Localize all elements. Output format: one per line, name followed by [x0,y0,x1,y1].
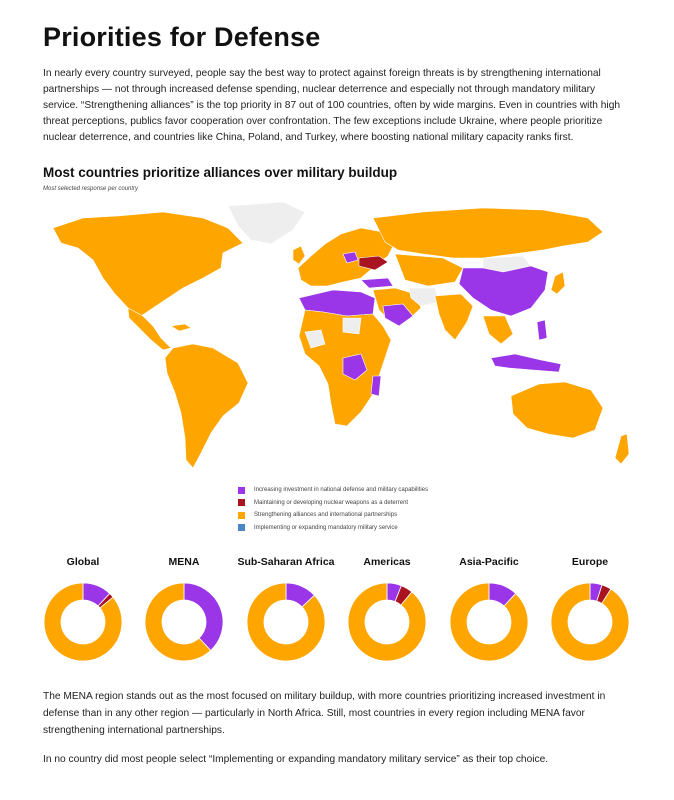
legend-item [238,484,428,497]
legend-label: Maintaining or developing nuclear weapons as a deterrent [254,499,409,506]
russia-shape [373,208,603,258]
japan-shape [551,272,565,294]
southeast-asia-shape [483,316,513,344]
greenland-shape [228,202,305,244]
donut-chart [246,582,326,662]
australia-shape [511,382,603,438]
outro [43,688,633,780]
map-subtitle: Most selected response per country [43,186,139,192]
legend-label: Increasing investment in national defense and military capabilities [254,487,429,494]
india-shape [435,294,473,340]
indonesia-shape [491,354,561,372]
uk-shape [293,246,305,264]
central-asia-shape [395,254,463,286]
legend-label: Implementing or expanding mandatory military service [254,524,398,531]
legend-item [238,509,428,522]
page-title: Priorities for Defense [43,22,321,52]
caribbean-shape [171,324,191,331]
intro-paragraph: In nearly every country surveyed, people say the best way to protect against foreign threats is by strengthening international partnerships — not through increased defense spending, nuclear deterrence and especially not through mandatory military service. “Strengthening alliances” is the top priority in 87 out of 100 countries, often by wide margins. Even in countries with high threat perceptions, publics favor cooperation over confrontation. The few exceptions include Ukraine, where people prioritize nuclear deterrence, and countries like China, Poland, and Turkey, where boosting national military capacity ranks first. [43,68,621,143]
slice-alliances [450,583,528,661]
donut-chart [43,582,123,662]
slice-alliances [551,583,629,661]
turkey-shape [361,278,393,288]
donut-europe [540,556,640,662]
donut-title: Global [66,556,100,568]
legend-item [238,497,428,510]
slice-investment [184,583,223,650]
donut-title: Sub-Saharan Africa [237,556,335,568]
donut-title: Americas [363,556,411,568]
legend-swatch [238,512,245,519]
map-legend [238,484,428,534]
donut-chart [449,582,529,662]
legend-swatch [238,499,245,506]
outro-paragraph: In no country did most people select “Implementing or expanding mandatory military service” as their top choice. [43,754,549,765]
new-zealand-shape [615,434,629,464]
central-america-shape [128,308,171,350]
donut-title: Europe [571,556,609,568]
donut-title: Asia-Pacific [459,556,519,568]
slice-alliances [348,583,426,661]
south-america-shape [165,344,248,468]
donut-chart [550,582,630,662]
east-africa-shape [371,376,381,396]
legend-swatch [238,487,245,494]
legend-swatch [238,524,245,531]
north-america-shape [53,212,243,316]
world-map [43,198,643,476]
donut-title: MENA [168,556,200,568]
donut-chart [144,582,224,662]
legend-label: Strengthening alliances and international partnerships [254,512,398,519]
legend-item [238,522,428,535]
donut-chart [347,582,427,662]
outro-paragraph: The MENA region stands out as the most focused on military buildup, with more countries prioritizing increased investment in defense than in any other region — particularly in North Africa. Still, most countries in every region including MENA favor strengthening international partnerships. [43,691,606,736]
philippines-shape [537,320,547,340]
map-title: Most countries prioritize alliances over military buildup [43,165,398,180]
